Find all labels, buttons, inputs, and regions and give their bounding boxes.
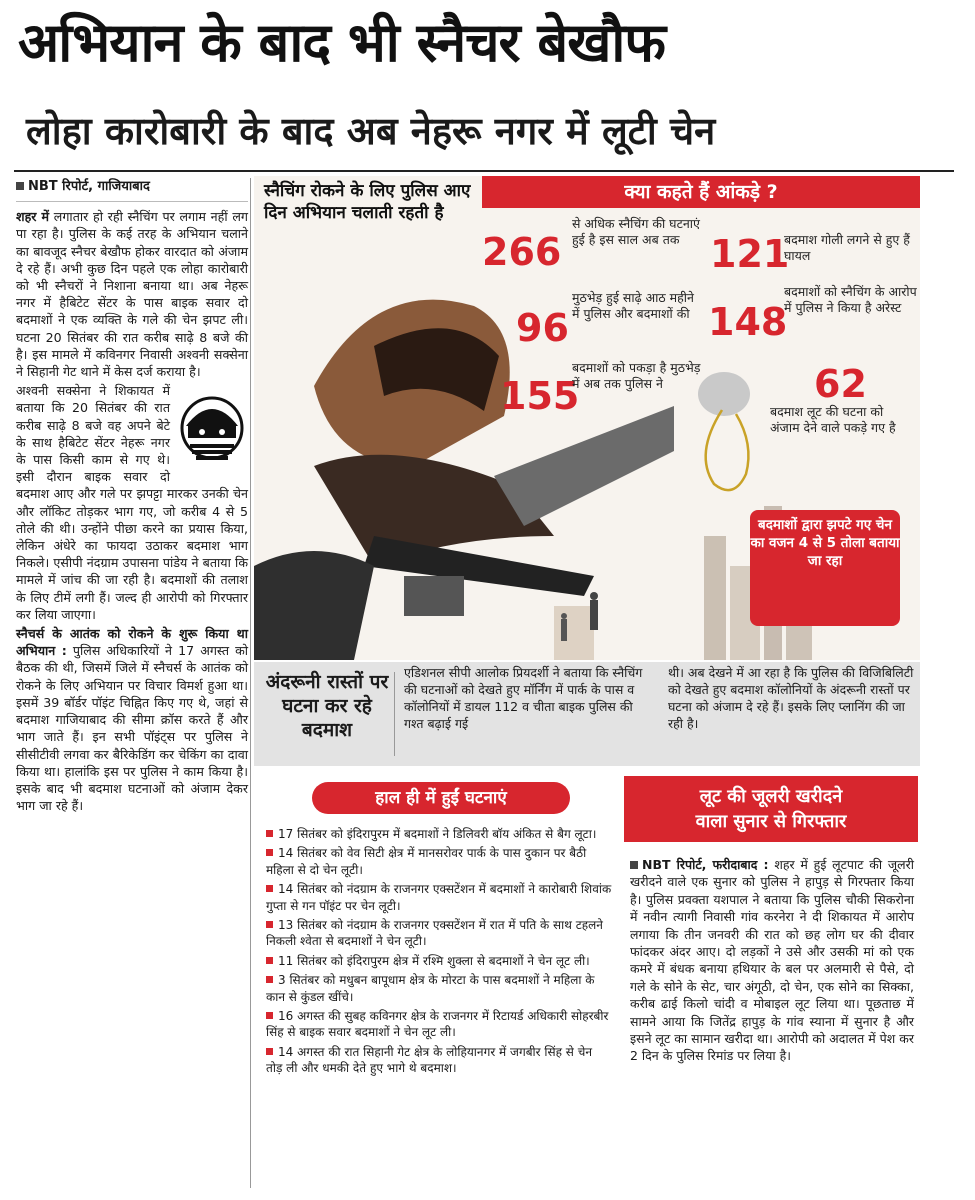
inner-roads-text-b: थी। अब देखने में आ रहा है कि पुलिस की विजिबिलिटी को देखते हुए बदमाश कॉलोनियों के अंदरूनी रास्तों पर घटना को अंजाम दे रहे हैं। इसके लिए प्लानिंग की जा रही है। [668, 665, 914, 731]
infographic [254, 176, 920, 660]
incident-text: 14 अगस्त की रात सिहानी गेट क्षेत्र के लोहियानगर में जगबीर सिंह से चेन तोड़ ली और धमकी देते हुए भागे थे बदमाश। [266, 1044, 592, 1076]
stat-number-6: 62 [814, 362, 867, 406]
inner-roads-section [254, 662, 920, 766]
masked-thief-icon [176, 386, 248, 478]
red-square-bullet-icon [266, 885, 273, 892]
story-text-3: पुलिस अधिकारियों ने 17 अगस्त को बैठक की थी, जिसमें जिले में स्नैचर्स के आतंक को रोकने के लिए अभियान पर विचार विमर्श हुआ था। इसमें 39 बॉर्डर पॉइंट चिह्नित किए गए थे, जहां से बदमाश गाजियाबाद की सीमा क्रॉस करते हैं और भाग जाते हैं। इन सभी पॉइंट्स पर पुलिस ने सीसीटीवी लगवा कर बैरिकेडिंग कर चेकिंग का दावा किया था। हालांकि इस पर पुलिस ने काम किया है। इसके बाद भी बदमाश घटनाओं को अंजाम देकर भाग जा रहे हैं। [16, 643, 249, 814]
red-square-bullet-icon [266, 921, 273, 928]
side-story-header [624, 776, 918, 842]
top-rule [14, 170, 954, 172]
side-story [624, 776, 918, 1186]
story-paragraph-2 [16, 382, 248, 623]
side-story-header-line-2: वाला सुनार से गिरफ्तार [695, 811, 847, 832]
stat-text-1: से अधिक स्नैचिंग की घटनाएं हुई है इस साल अब तक [572, 216, 700, 247]
side-story-header-line-1: लूट की जूलरी खरीदने [699, 786, 843, 807]
red-square-bullet-icon [266, 849, 273, 856]
stat-text-5: बदमाशों को पकड़ा है मुठभेड़ में अब तक पुलिस ने [572, 360, 701, 391]
column-divider [250, 178, 251, 1188]
incident-text: 13 सितंबर को नंदग्राम के राजनगर एक्सटेंशन में रात में पति के साथ टहलने निकली श्वेता से बदमाशों ने चेन लूटी। [266, 918, 603, 949]
stat-number-5: 155 [500, 374, 580, 418]
side-story-byline: NBT रिपोर्ट, फरीदाबाद : [642, 857, 769, 872]
incidents-list [266, 826, 612, 1080]
inner-roads-title: अंदरूनी रास्तों पर घटना कर रहे बदमाश [265, 671, 389, 741]
list-item [266, 1044, 612, 1077]
list-item [266, 972, 612, 1005]
list-item [266, 953, 612, 969]
stat-number-4: 148 [708, 300, 788, 344]
byline-text: NBT रिपोर्ट, गाजियाबाद [28, 179, 150, 194]
incident-text: 17 सितंबर को इंदिरापुरम में बदमाशों ने डिलिवरी बॉय अंकित से बैग लूटा। [278, 827, 597, 841]
byline [16, 178, 248, 202]
red-square-bullet-icon [266, 976, 273, 983]
side-story-text: शहर में हुई लूटपाट की जूलरी खरीदने वाले एक सुनार को पुलिस ने हापुड़ से गिरफ्तार किया है। पुलिस प्रवक्ता यशपाल ने बताया कि पुलिस चौकी सिकरोना में नवीन त्यागी निवासी गांव करनेरा ने दी शिकायत में आरोप लगाया कि तीन जनवरी की रात को छह लोग घर की दीवार फांदकर अंदर आए। दो लड़कों ने उसे और उसकी मां को एक कमरे में बंधक बनाया हथियार के बल पर अलमारी से पैसे, दो गले के सोने के सेट, चार अंगूठी, दो चेन, एक सोने का सिक्का, करीब ढाई किलो चांदी व मोबाइल लूट लिया था। पूछताछ में सामने आया कि जितेंद्र हापुड़ के गांव स्याना में सुनार है और इसने लूट का सामान खरीदा था। आरोपी को अदालत में पेश कर 2 दिन के पुलिस रिमांड पर लिया है। [630, 857, 914, 1064]
square-bullet-icon [630, 861, 638, 869]
stat-text-2: बदमाश गोली लगने से हुए हैं घायल [784, 232, 910, 263]
side-story-body [630, 856, 914, 1065]
stat-text-3: मुठभेड़ हुई साढ़े आठ महीने में पुलिस और बदमाशों की [572, 290, 694, 321]
red-square-bullet-icon [266, 830, 273, 837]
red-square-bullet-icon [266, 957, 273, 964]
headline: अभियान के बाद भी स्नैचर बेखौफ [18, 11, 665, 74]
red-square-bullet-icon [266, 1048, 273, 1055]
band-divider [394, 672, 395, 756]
story-lead: शहर में [16, 209, 50, 225]
stat-text-4: बदमाशों को स्नैचिंग के आरोप में पुलिस ने किया है अरेस्ट [784, 284, 917, 315]
story-paragraph-1 [16, 208, 248, 380]
main-story [16, 178, 248, 1188]
incident-text: 14 सितंबर को नंदग्राम के राजनगर एक्सटेंशन में बदमाशों ने कारोबारी शिवांक गुप्ता से गन पॉइंट पर चेन लूटी। [266, 882, 612, 913]
list-item [266, 881, 612, 914]
stats-header: क्या कहते हैं आंकड़े ? [482, 176, 920, 208]
inner-roads-text-a: एडिशनल सीपी आलोक प्रियदर्शी ने बताया कि स्नैचिंग की घटनाओं को देखते हुए मॉर्निंग में पार्क के पास व कॉलोनियों में डायल 112 व चीता बाइक पुलिस की गश्त बढ़ाई गई [404, 665, 643, 731]
list-item [266, 826, 612, 842]
stat-number-2: 121 [710, 232, 790, 276]
incident-text: 3 सितंबर को मधुबन बापूधाम क्षेत्र के मोरटा के पास बदमाशों ने महिला के कान से कुंडल खींचे। [266, 973, 595, 1004]
square-bullet-icon [16, 182, 24, 190]
story-text-1: लगातार हो रही स्नैचिंग पर लगाम नहीं लग पा रहा है। पुलिस के कई तरह के अभियान चलाने का बावजूद स्नैचर बेखौफ होकर वारदात को अंजाम दे रहे हैं। अभी कुछ दिन पहले एक लोहा कारोबारी को भी स्नैचरों ने निशाना बनाया था। अब नेहरू नगर में हैबिटेट सेंटर के पास बाइक सवार दो बदमाशों ने एक व्यक्ति के गले की चेन झपट ली। घटना 20 सितंबर की रात करीब साढ़े 8 बजे की है। इस मामले में कविनगर निवासी अश्वनी सक्सेना ने सिहानी गेट थाने में केस दर्ज कराया है। [16, 209, 248, 380]
stat-number-1: 266 [482, 230, 562, 274]
recent-incidents [262, 776, 614, 1186]
stat-number-3: 96 [516, 306, 569, 350]
list-item [266, 917, 612, 950]
list-item [266, 1008, 612, 1041]
infographic-quote: स्नैचिंग रोकने के लिए पुलिस आए दिन अभियान चलाती रहती है [264, 181, 471, 223]
story-subhead: स्नैचर्स के आतंक को रोकने के शुरू किया था अभियान : [16, 626, 248, 659]
red-square-bullet-icon [266, 1012, 273, 1019]
chain-weight-callout: बदमाशों द्वारा झपटे गए चेन का वजन 4 से 5 तोला बताया जा रहा [750, 510, 900, 626]
story-text-2: अश्वनी सक्सेना ने शिकायत में बताया कि 20 सितंबर की रात करीब साढ़े 8 बजे वह अपने बेटे के साथ हैबिटेट सेंटर नेहरू नगर के पास किसी काम से गए थे। इसी दौरान बाइक सवार दो बदमाश आए और गले पर झपट्टा मारकर उनकी चेन और लॉकिट तोड़कर भाग गए, जो करीब 4 से 5 तोले की थी। उन्होंने पीछा करने का प्रयास किया, लेकिन अंधेरे का फायदा उठाकर बदमाश भाग निकले। एसीपी नंदग्राम उपासना पांडेय ने बताया कि मामले में जांच की जा रही है। बदमाशों की तलाश के लिए टीमें लगी हैं। जल्द ही आरोपी को गिरफ्तार कर लिया जाएगा। [16, 383, 248, 622]
incident-text: 11 सितंबर को इंदिरापुरम क्षेत्र में रश्मि शुक्ला से बदमाशों ने चेन लूट ली। [278, 953, 590, 968]
story-paragraph-3 [16, 625, 248, 814]
stat-text-6: बदमाश लूट की घटना को अंजाम देने वाले पकड़े गए है [770, 404, 896, 435]
incident-text: 14 सितंबर को वेव सिटी क्षेत्र में मानसरोवर पार्क के पास दुकान पर बैठी महिला से दो चेन लूटी। [266, 846, 587, 877]
incident-text: 16 अगस्त की सुबह कविनगर क्षेत्र के राजनगर में रिटायर्ड अधिकारी सोहरबीर सिंह से बाइक सवार बदमाशों ने चेन लूट ली। [266, 1009, 609, 1040]
recent-incidents-header: हाल ही में हुईं घटनाएं [312, 782, 570, 814]
subheadline: लोहा कारोबारी के बाद अब नेहरू नगर में लूटी चेन [26, 109, 716, 153]
list-item [266, 845, 612, 878]
